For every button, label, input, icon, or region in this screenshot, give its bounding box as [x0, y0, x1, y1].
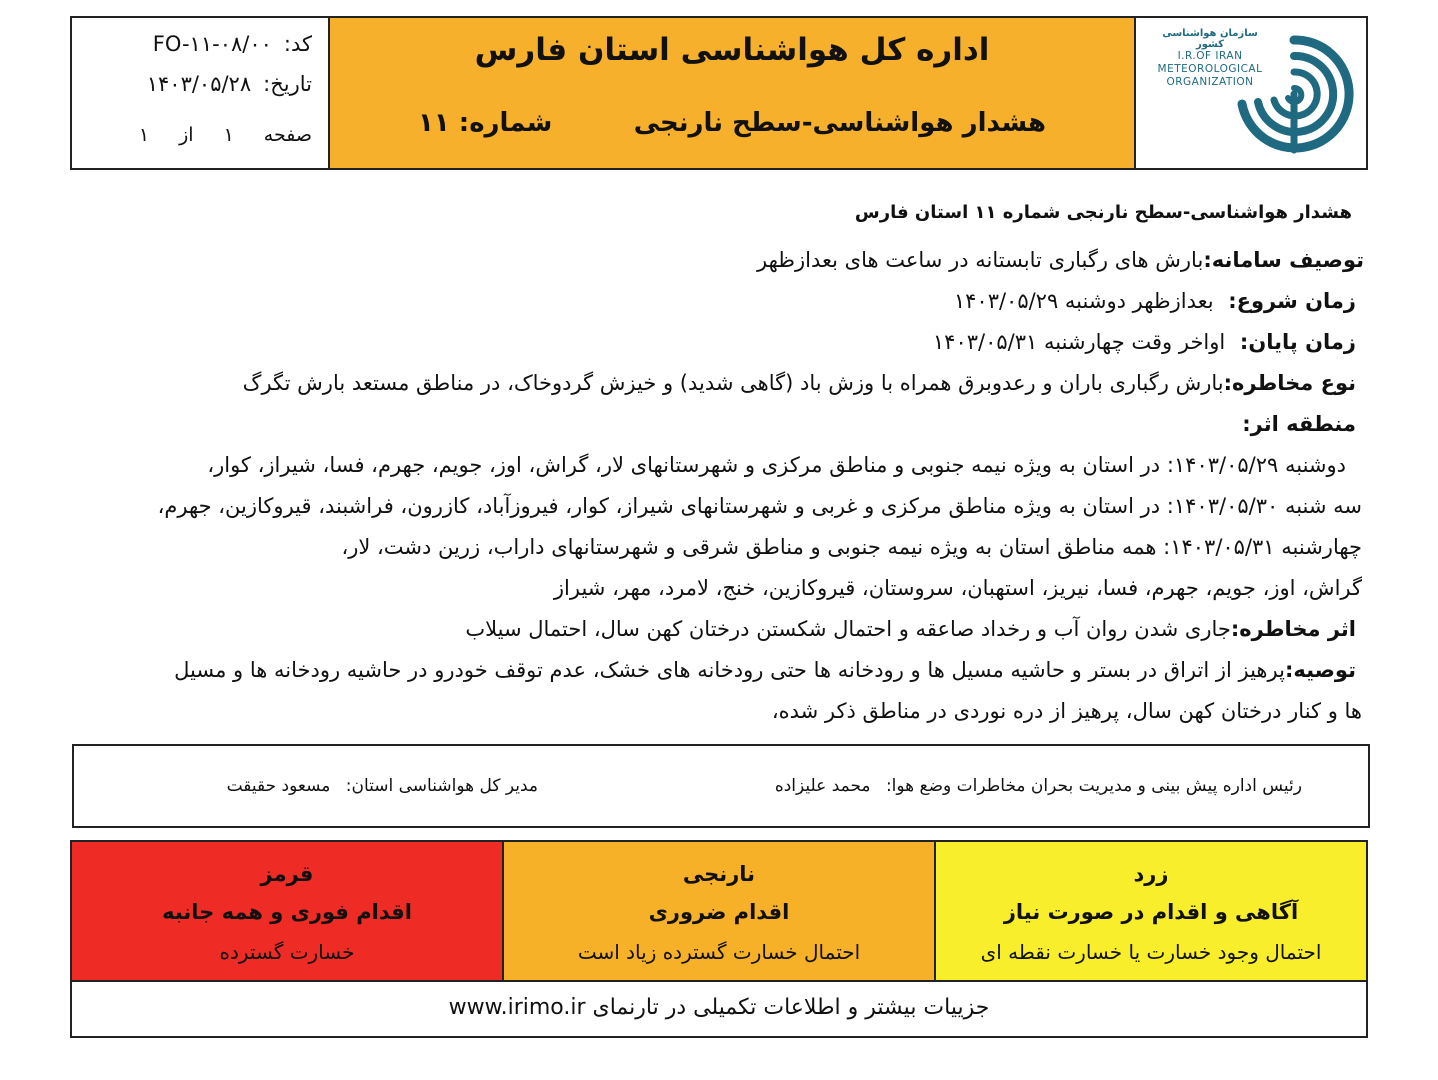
area-line-4: گراش، اوز، جویم، جهرم، فسا، نیریز، استهبان، سروستان، قیروکازین، خنج، لامرد، مهر، شیراز [553, 576, 1362, 600]
advice-label: توصیه: [1284, 658, 1356, 682]
effect-row [465, 617, 1356, 641]
end-row [933, 330, 1356, 354]
document-meta [72, 18, 330, 168]
end-text: اواخر وقت چهارشنبه ۱۴۰۳/۰۵/۳۱ [932, 330, 1226, 354]
effect-text: جاری شدن روان آب و رخداد صاعقه و احتمال شکستن درختان کهن سال، احتمال سیلاب [465, 617, 1231, 641]
org-title: اداره کل هواشناسی استان فارس [474, 32, 990, 68]
hazard-row [243, 371, 1356, 395]
start-text: بعدازظهر دوشنبه ۱۴۰۳/۰۵/۲۹ [953, 289, 1214, 313]
level-orange-action: اقدام ضروری [648, 900, 790, 924]
code-label: کد: [283, 32, 312, 56]
level-red-name: قرمز [260, 862, 314, 886]
level-orange-desc: احتمال خسارت گسترده زیاد است [577, 940, 861, 964]
hazard-label: نوع مخاطره: [1223, 371, 1356, 395]
warning-level-title: هشدار هواشناسی-سطح نارنجی [633, 108, 1046, 138]
body-heading: هشدار هواشناسی-سطح نارنجی شماره ۱۱ استان فارس [854, 202, 1352, 223]
area-line-3: چهارشنبه ۱۴۰۳/۰۵/۳۱: همه مناطق استان به ویژه نیمه جنوبی و مناطق شرقی و شهرستانهای داراب، زرین دشت، لار، [341, 535, 1362, 559]
page-total: ۱ [138, 124, 150, 146]
start-label: زمان شروع: [1228, 289, 1356, 313]
level-orange-name: نارنجی [682, 862, 756, 886]
title-block [330, 18, 1136, 168]
system-text: بارش های رگباری تابستانه در ساعت های بعدازظهر [757, 248, 1204, 272]
irimo-spiral-logo-icon [1232, 32, 1356, 156]
date-row [82, 72, 312, 96]
area-line-1: دوشنبه ۱۴۰۳/۰۵/۲۹: در استان به ویژه نیمه جنوبی و مناطق مرکزی و شهرستانهای لار، گراش، اوز، جویم، جهرم، فسا، شیراز، کوار، [207, 453, 1346, 477]
advice-row [174, 658, 1356, 682]
logo-text-en-3: ORGANIZATION [1166, 76, 1254, 88]
page-row [82, 124, 312, 146]
logo-text-fa: سازمان هواشناسی کشور [1162, 28, 1258, 50]
advice-text-1: پرهیز از اتراق در بستر و حاشیه مسیل ها و رودخانه ها حتی رودخانه های خشک، عدم توقف خودرو در حاشیه رودخانه ها و مسیل [174, 658, 1285, 682]
date-label: تاریخ: [263, 72, 312, 96]
level-yellow [934, 842, 1366, 980]
level-red-action: اقدام فوری و همه جانبه [162, 900, 412, 924]
area-label-row [1242, 412, 1356, 436]
logo-text-en-2: METEOROLOGICAL [1157, 63, 1263, 75]
end-label: زمان پایان: [1239, 330, 1356, 354]
warning-number: شماره: ۱۱ [418, 108, 553, 138]
hazard-text: بارش رگباری باران و رعدوبرق همراه با وزش باد (گاهی شدید) و خیزش گردوخاک، در مناطق مستعد بارش تگرگ [242, 371, 1224, 395]
code-row [82, 32, 312, 56]
system-row [757, 248, 1364, 272]
page-label: صفحه [263, 124, 312, 146]
page-current: ۱ [223, 124, 234, 146]
level-orange [502, 842, 934, 980]
signature-1-title: رئیس اداره پیش بینی و مدیریت بحران مخاطرات وضع هوا: [885, 776, 1302, 796]
date-value: ۱۴۰۳/۰۵/۲۸ [146, 72, 252, 96]
area-label: منطقه اثر: [1242, 412, 1356, 436]
level-yellow-name: زرد [1133, 862, 1169, 886]
effect-label: اثر مخاطره: [1230, 617, 1356, 641]
signature-box [72, 744, 1370, 828]
system-label: توصیف سامانه: [1203, 248, 1364, 272]
footer-website-note: جزییات بیشتر و اطلاعات تکمیلی در تارنمای www.irimo.ir [70, 982, 1368, 1038]
level-yellow-desc: احتمال وجود خسارت یا خسارت نقطه ای [980, 940, 1322, 964]
signature-2-title: مدیر کل هواشناسی استان: [345, 776, 538, 796]
logo-block [1136, 18, 1366, 168]
code-value: FO-۱۱-۰۸/۰۰ [152, 32, 272, 56]
level-red-desc: خسارت گسترده [219, 940, 355, 964]
signature-1-name: محمد علیزاده [774, 776, 871, 796]
level-red [72, 842, 502, 980]
start-row [954, 289, 1356, 313]
signature-director [227, 776, 538, 796]
logo-text-en-1: I.R.OF IRAN [1177, 50, 1243, 62]
signature-2-name: مسعود حقیقت [226, 776, 331, 796]
level-yellow-action: آگاهی و اقدام در صورت نیاز [1003, 900, 1299, 924]
signature-forecast-head [775, 776, 1302, 796]
advice-text-2: ها و کنار درختان کهن سال، پرهیز از دره نوردی در مناطق ذکر شده، [771, 699, 1362, 723]
page-of: از [179, 124, 194, 146]
warning-levels-legend [70, 840, 1368, 982]
document-header [70, 16, 1368, 170]
area-line-2: سه شنبه ۱۴۰۳/۰۵/۳۰: در استان به ویژه مناطق مرکزی و غربی و شهرستانهای شیراز، کوار، فیروزآباد، کازرون، فراشبند، قیروکازین، جهرم، [157, 494, 1362, 518]
